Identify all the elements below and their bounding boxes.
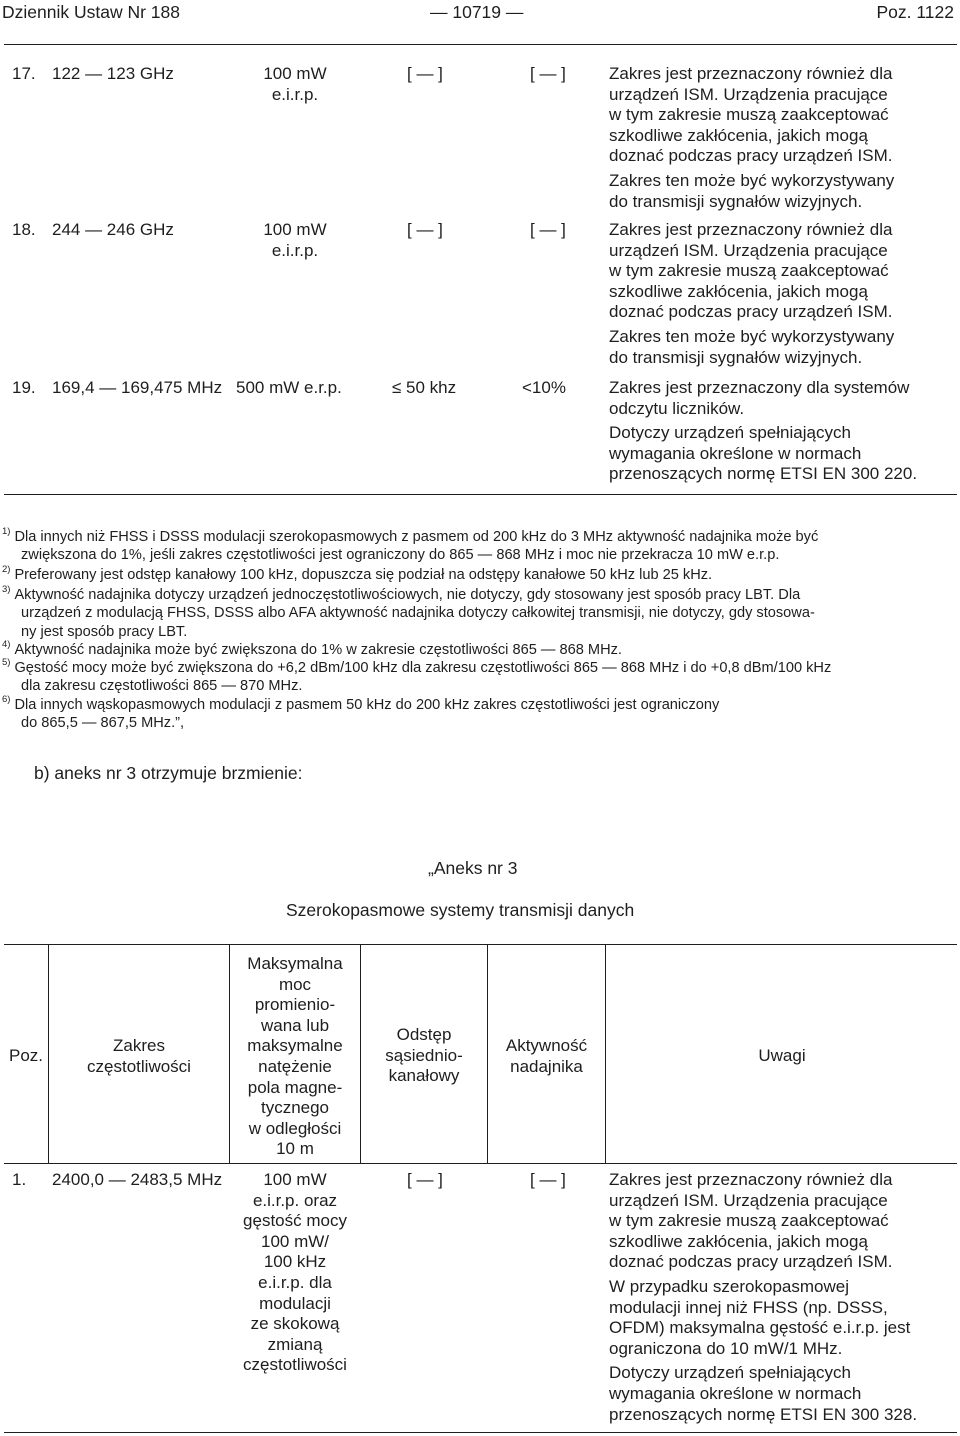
header-line: natężenie [258,1056,332,1076]
footnote-line: Aktywność nadajnika może być zwiększona do 1% w zakresie częstotliwości 865 — 868 MHz. [14,641,622,658]
note-line: OFDM) maksymalna gęstość e.i.r.p. jest [609,1318,911,1338]
note-line: Zakres jest przeznaczony dla systemów [609,378,910,397]
cell-poz: 1. [12,1170,27,1189]
header-activity [488,1036,605,1077]
cell-activity: <10% [522,378,566,397]
footnote-line: dla zakresu częstotliwości 865 — 870 MHz. [21,678,303,695]
note-line: szkodliwe zakłócenia, jakich mogą [609,1231,868,1251]
footnote-6 [2,692,958,733]
header-line: sąsiednio- [385,1045,463,1065]
page-header [0,0,960,28]
cell-poz: 18. [12,220,36,239]
position-number: Poz. 1122 [876,2,954,22]
cell-power [240,220,350,261]
header-freq [49,1036,229,1077]
footnote-5 [2,655,958,696]
power-line: ze skokową [250,1314,340,1334]
power-line: częstotliwości [243,1355,347,1375]
cell-freq: 169,4 — 169,475 MHz [52,378,223,397]
cell-activity: [ — ] [530,1170,566,1189]
cell-freq: 2400,0 — 2483,5 MHz [52,1170,223,1189]
footnote-mark: 3) [2,584,11,595]
note-line: urządzeń ISM. Urządzenia pracujące [609,1190,888,1210]
power-line: e.i.r.p. oraz [252,1190,338,1210]
page-number: — 10719 — [430,2,524,22]
note-line: Zakres jest przeznaczony również dla [609,64,893,83]
header-line: moc [278,974,312,994]
annex-table-top-rule [4,944,957,945]
note-line: urządzeń ISM. Urządzenia pracujące [609,84,888,104]
footnote-mark: 4) [2,639,11,650]
cell-poz: 19. [12,378,36,397]
power-line: 100 kHz [263,1252,327,1272]
power-line: 100 mW [263,64,327,83]
note-line: wymagania określone w normach [609,443,862,463]
note-line: urządzeń ISM. Urządzenia pracujące [609,240,888,260]
cell-notes [609,64,894,212]
note-line: przenoszących normę ETSI EN 300 328. [609,1404,918,1424]
footnote-line: zwiększona do 1%, jeśli zakres częstotliwości jest ograniczony do 865 — 868 MHz i moc nie przekracza 10 mW e.r.p. [21,547,780,564]
annex-intro: b) aneks nr 3 otrzymuje brzmienie: [34,763,303,783]
note-line: w tym zakresie muszą zaakceptować [609,1211,889,1231]
note-line: przenoszących normę ETSI EN 300 220. [609,464,918,484]
note-line: do transmisji sygnałów wizyjnych. [609,347,863,367]
note-line: Dotyczy urządzeń spełniających [609,423,851,443]
header-line: Maksymalna [247,954,343,973]
note-line: Zakres ten może być wykorzystywany [609,170,895,190]
cell-notes [609,220,894,368]
annex-subtitle: Szerokopasmowe systemy transmisji danych [286,900,635,920]
footnote-mark: 2) [2,564,11,575]
header-spacing [361,1025,487,1087]
power-line: 100 mW [263,1170,327,1189]
header-line: pola magne- [247,1077,343,1097]
footnote-3 [2,582,958,642]
header-line: promienio- [254,995,336,1015]
note-line: Zakres ten może być wykorzystywany [609,326,895,346]
table-top-rule [4,44,957,45]
header-line: częstotliwości [87,1056,191,1076]
cell-activity: [ — ] [530,64,566,83]
header-power [230,954,360,1160]
note-line: ograniczona do 10 mW/1 MHz. [609,1338,843,1358]
footnote-1 [2,524,958,565]
cell-spacing: [ — ] [407,220,443,239]
footnote-line: do 865,5 — 867,5 MHz.”, [21,715,185,732]
power-line: e.i.r.p. [271,240,319,260]
header-line: 10 m [276,1139,314,1159]
cell-power: 500 mW e.r.p. [236,378,342,397]
note-line: w tym zakresie muszą zaakceptować [609,105,889,125]
note-line: Zakres jest przeznaczony również dla [609,1170,893,1189]
cell-activity: [ — ] [530,220,566,239]
footnote-line: ny jest sposób pracy LBT. [21,624,188,641]
power-line: modulacji [259,1293,331,1313]
header-line: kanałowy [388,1066,460,1086]
header-line: nadajnika [510,1056,583,1076]
footnote-mark: 1) [2,526,11,537]
cell-poz: 17. [12,64,36,83]
table-bottom-rule [4,494,957,495]
annex-header-bottom-rule [4,1163,957,1164]
annex-title: „Aneks nr 3 [428,858,518,878]
power-line: zmianą [267,1334,323,1354]
footnote-line: Preferowany jest odstęp kanałowy 100 kHz, dopuszcza się podział na odstępy kanałowe 50 kHz lub 25 kHz. [14,566,713,583]
power-line: e.i.r.p. dla [258,1272,332,1292]
footnote-mark: 6) [2,694,11,705]
cell-notes [609,1170,917,1425]
note-line: modulacji innej niż FHSS (np. DSSS, [609,1297,888,1317]
header-line: Odstęp [396,1025,452,1044]
cell-freq: 244 — 246 GHz [52,220,174,239]
cell-notes [609,378,917,485]
cell-freq: 122 — 123 GHz [52,64,174,83]
note-line: szkodliwe zakłócenia, jakich mogą [609,281,868,301]
note-line: Zakres jest przeznaczony również dla [609,220,893,239]
note-line: doznać podczas pracy urządzeń ISM. [609,146,893,166]
power-line: 100 mW [263,220,327,239]
footnote-line: Dla innych niż FHSS i DSSS modulacji szerokopasmowych z pasmem od 200 kHz do 3 MHz aktywność nadajnika może być [14,528,819,545]
power-line: 100 mW/ [260,1231,330,1251]
header-line: Zakres [113,1036,165,1055]
header-line: wana lub [260,1015,330,1035]
footnote-mark: 5) [2,657,11,668]
power-line: gęstość mocy [243,1211,347,1231]
note-line: odczytu liczników. [609,398,745,418]
note-line: doznać podczas pracy urządzeń ISM. [609,302,893,322]
note-line: wymagania określone w normach [609,1383,862,1403]
header-notes: Uwagi [758,1046,806,1065]
cell-power [240,64,350,105]
note-line: szkodliwe zakłócenia, jakich mogą [609,125,868,145]
note-line: doznać podczas pracy urządzeń ISM. [609,1252,893,1272]
cell-spacing: [ — ] [407,64,443,83]
note-line: do transmisji sygnałów wizyjnych. [609,191,863,211]
cell-spacing: [ — ] [407,1170,443,1189]
note-line: w tym zakresie muszą zaakceptować [609,261,889,281]
header-line: tycznego [260,1098,330,1118]
footnote-line: Dla innych wąskopasmowych modulacji z pasmem 50 kHz do 200 kHz zakres częstotliwości jest ograniczony [14,696,720,713]
header-line: Aktywność [505,1036,588,1055]
footnote-line: Gęstość mocy może być zwiększona do +6,2 dBm/100 kHz dla zakresu częstotliwości 865 — 868 MHz i do +0,8 dBm/100 kHz [14,659,832,676]
cell-spacing: ≤ 50 khz [392,378,457,397]
journal-title: Dziennik Ustaw Nr 188 [2,2,180,22]
header-line: maksymalne [247,1036,343,1056]
footnote-line: urządzeń z modulacją FHSS, DSSS albo AFA aktywność nadajnika dotyczy całkowitej transmisji, nie dotyczy, gdy stosowa- [21,605,815,622]
header-poz: Poz. [8,1046,44,1065]
cell-power [230,1170,360,1376]
header-line: w odległości [248,1118,342,1138]
note-line: Dotyczy urządzeń spełniających [609,1363,851,1383]
footnote-line: Aktywność nadajnika dotyczy urządzeń jednoczęstotliwościowych, nie dotyczy, gdy stosowany jest sposób pracy LBT. Dla [14,586,801,603]
power-line: e.i.r.p. [271,84,319,104]
note-line: W przypadku szerokopasmowej [609,1276,849,1296]
annex-table-bottom-rule [4,1432,957,1433]
